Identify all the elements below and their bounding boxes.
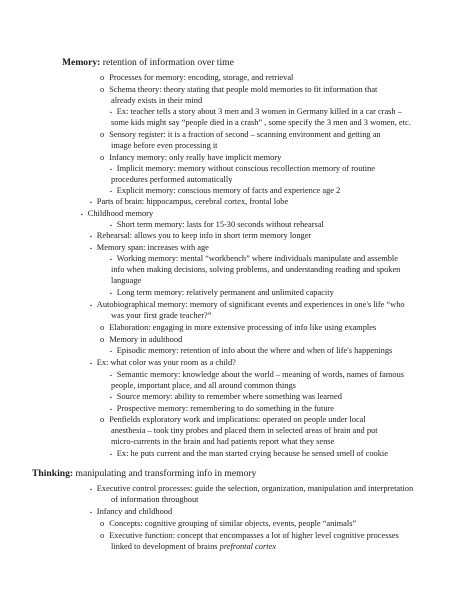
list-item-text: Memory span: increases with age xyxy=(96,243,209,252)
list-item-text: Long term memory: relatively permanent and unlimited capacity xyxy=(116,288,334,297)
list-item xyxy=(100,322,376,333)
list-item-text: people, important place, and all around common things xyxy=(111,381,296,390)
list-item xyxy=(100,518,356,529)
list-item xyxy=(111,264,400,275)
circle-bullet-icon: o xyxy=(100,531,105,540)
list-item-text: Executive function: concept that encompasses a lot of higher level cognitive processes xyxy=(109,531,399,540)
list-item-text: Parts of brain: hippocampus, cerebral cortex, frontal lobe xyxy=(96,197,289,206)
list-item-text: Autobiographical memory: memory of significant events and experiences in one's life “who xyxy=(96,300,405,309)
list-item-text: Ex: what color was your room as a child? xyxy=(96,358,236,367)
list-item xyxy=(111,380,296,391)
list-item-text: Ex: he puts current and the man started crying because he sensed smell of cookie xyxy=(116,449,388,458)
section-subtitle: manipulating and transforming info in memory xyxy=(73,468,257,479)
list-item-text: Childhood memory xyxy=(87,209,154,218)
list-item xyxy=(111,541,276,552)
list-item xyxy=(110,448,388,461)
square-bullet-icon: ▪ xyxy=(90,488,92,493)
list-item xyxy=(100,414,366,425)
list-item xyxy=(111,436,334,447)
list-item xyxy=(100,334,182,345)
list-item-text: Short term memory: lasts for 15-30 seconds without rehearsal xyxy=(116,220,324,229)
list-item xyxy=(100,530,399,541)
list-item-text: Infancy memory: only really have implicit memory xyxy=(109,153,282,162)
list-item-text: some kids might say “people died in a crash” , some specify the 3 men and 3 women, etc. xyxy=(111,118,411,127)
list-item-text: was your first grade teacher?” xyxy=(111,311,212,320)
list-item-text: Concepts: cognitive grouping of similar objects, events, people “animals” xyxy=(109,519,357,528)
circle-bullet-icon: o xyxy=(100,153,105,162)
square-bullet-icon: ▪ xyxy=(90,201,92,206)
list-item-text: image before even processing it xyxy=(111,141,218,150)
list-item xyxy=(100,152,281,163)
list-item-text: Memory in adulthood xyxy=(109,335,183,344)
list-item-text: Infancy and childhood xyxy=(96,507,173,516)
list-item xyxy=(111,494,198,505)
square-bullet-icon: ▪ xyxy=(110,292,112,297)
list-item-text: Episodic memory: retention of info about the where and when of life's happenings xyxy=(116,346,393,355)
list-item-italic-text: prefrontal cortex xyxy=(219,542,276,551)
list-item-text: Working memory: mental “workbench” where individuals manipulate and assemble xyxy=(116,254,398,263)
circle-bullet-icon: o xyxy=(100,415,105,424)
list-item-text: micro-currents in the brain and had patients report what they sense xyxy=(111,437,335,446)
list-item-text: info when making decisions, solving problems, and understanding reading and spoken xyxy=(111,265,401,274)
list-item xyxy=(111,95,202,106)
square-bullet-icon: ▪ xyxy=(110,396,112,401)
circle-bullet-icon: o xyxy=(100,323,105,332)
list-item xyxy=(111,117,411,128)
list-item xyxy=(111,275,141,286)
section-heading xyxy=(62,57,234,69)
square-bullet-icon: ▪ xyxy=(90,511,92,516)
section-subtitle: retention of information over time xyxy=(100,57,234,68)
list-item-text: Processes for memory: encoding, storage, and retrieval xyxy=(109,73,294,82)
square-bullet-icon: ▪ xyxy=(90,247,92,252)
list-item xyxy=(111,310,211,321)
square-bullet-icon: ▪ xyxy=(81,213,83,218)
square-bullet-icon: ▪ xyxy=(90,304,92,309)
square-bullet-icon: ▪ xyxy=(110,168,112,173)
list-item-text: Implicit memory: memory without conscious recollection memory of routine xyxy=(116,164,375,173)
square-bullet-icon: ▪ xyxy=(110,350,112,355)
list-item-text: language xyxy=(111,276,142,285)
list-item-text: Explicit memory: conscious memory of facts and experience age 2 xyxy=(116,186,341,195)
section-title: Memory: xyxy=(62,57,101,68)
list-item-text: of information throughout xyxy=(111,495,199,504)
list-item xyxy=(111,140,218,151)
square-bullet-icon: ▪ xyxy=(90,235,92,240)
list-item-text: Executive control processes: guide the selection, organization, manipulation and interpretation xyxy=(96,484,414,493)
square-bullet-icon: ▪ xyxy=(110,111,112,116)
square-bullet-icon: ▪ xyxy=(110,224,112,229)
circle-bullet-icon: o xyxy=(100,85,105,94)
circle-bullet-icon: o xyxy=(100,130,105,139)
list-item xyxy=(111,425,378,436)
square-bullet-icon: ▪ xyxy=(110,190,112,195)
square-bullet-icon: ▪ xyxy=(110,453,112,458)
list-item-text: Ex: teacher tells a story about 3 men and 3 women in Germany killed in a car crash – xyxy=(116,107,402,116)
circle-bullet-icon: o xyxy=(100,519,105,528)
list-item xyxy=(111,174,232,185)
square-bullet-icon: ▪ xyxy=(90,362,92,367)
list-item-text: procedures performed automatically xyxy=(111,175,233,184)
list-item-text: linked to development of brains xyxy=(111,542,220,551)
list-item-text: Penfields exploratory work and implications: operated on people under local xyxy=(109,415,366,424)
list-item-text: Elaboration: engaging in more extensive processing of info like using examples xyxy=(109,323,377,332)
square-bullet-icon: ▪ xyxy=(110,258,112,263)
square-bullet-icon: ▪ xyxy=(110,408,112,413)
list-item-text: Semantic memory: knowledge about the world – meaning of words, names of famous xyxy=(116,370,405,379)
circle-bullet-icon: o xyxy=(100,335,105,344)
list-item xyxy=(100,129,381,140)
list-item-text: Sensory register: it is a fraction of second – scanning environment and getting an xyxy=(109,130,381,139)
list-item-text: Source memory: ability to remember where something was learned xyxy=(116,392,342,401)
list-item xyxy=(100,72,293,83)
list-item-text: already exists in their mind xyxy=(111,96,203,105)
section-heading xyxy=(32,468,256,480)
section-title: Thinking: xyxy=(32,468,74,479)
list-item-text: Prospective memory: remembering to do something in the future xyxy=(116,404,335,413)
list-item-text: Rehearsal: allows you to keep info in short term memory longer xyxy=(96,231,312,240)
list-item-text: Schema theory: theory stating that people mold memories to fit information that xyxy=(109,85,378,94)
circle-bullet-icon: o xyxy=(100,73,105,82)
list-item-text: anesthesia – took tiny probes and placed them in selected areas of brain and put xyxy=(111,426,378,435)
square-bullet-icon: ▪ xyxy=(110,374,112,379)
list-item xyxy=(100,84,377,95)
